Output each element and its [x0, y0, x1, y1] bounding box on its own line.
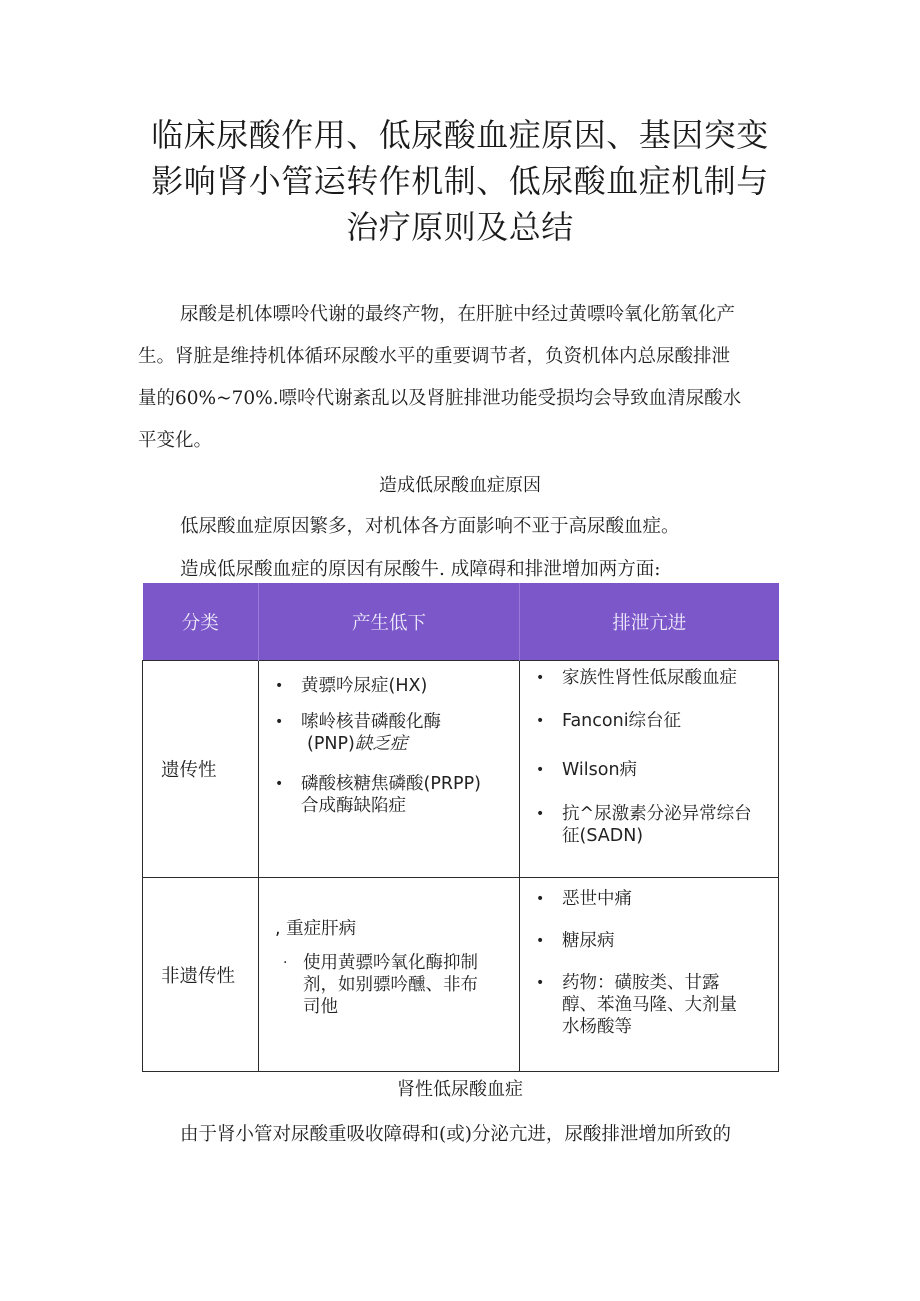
excretion-cell — [520, 661, 779, 878]
list-item: • 药物：磺胺类、甘露 醇、苯渔马隆、大剂量 水杨酸等 — [536, 973, 737, 1037]
production-cell — [259, 661, 520, 878]
category-cell: 遗传性 — [143, 661, 259, 878]
list-item: • 嗦岭核昔磷酸化酶 (PNP)缺乏症 — [275, 712, 441, 754]
list-item: • 黄骠吟尿症(HX) — [275, 676, 428, 696]
intro-paragraph-cont — [138, 336, 798, 462]
bullet-icon: • — [536, 762, 545, 778]
title-line: 治疗原则及总结 — [346, 208, 574, 246]
intro-paragraph — [138, 294, 798, 336]
category-cell: 非遗传性 — [143, 878, 259, 1072]
section-heading-renal: 肾性低尿酸血症 — [397, 1079, 523, 1100]
intro-line: 平变化。 — [138, 430, 213, 451]
causes-line-1: 低尿酸血症原因繁多，对机体各方面影响不亚于高尿酸血症。 — [180, 516, 680, 537]
list-item: • Fanconi综台征 — [536, 711, 682, 731]
bullet-icon: • — [275, 678, 284, 694]
table-row — [143, 661, 779, 878]
list-item: • Wilson病 — [536, 760, 638, 780]
table-header-row — [143, 583, 779, 661]
header-excretion: 排泄亢进 — [520, 583, 779, 661]
bullet-icon: · — [283, 955, 288, 971]
bullet-icon: • — [536, 975, 545, 991]
causes-line-2: 造成低尿酸血症的原因有尿酸牛. 成障碍和排泄增加两方面: — [180, 559, 661, 580]
header-production: 产生低下 — [259, 583, 520, 661]
bullet-icon: • — [536, 933, 545, 949]
bullet-icon: • — [536, 891, 545, 907]
intro-line: 尿酸是机体嘌呤代谢的最终产物，在肝脏中经过黄嘌呤氧化筋氧化产 — [180, 304, 736, 325]
bullet-icon: • — [275, 714, 284, 730]
production-cell — [259, 878, 520, 1072]
bullet-icon: • — [275, 776, 284, 792]
list-item: • 恶世中痛 — [536, 889, 632, 909]
bullet-icon: • — [536, 713, 545, 729]
classification-table — [142, 583, 779, 1072]
renal-line-1: 由于肾小管对尿酸重吸收障碍和(或)分泌亢进，尿酸排泄增加所致的 — [180, 1124, 731, 1145]
bullet-icon: • — [536, 670, 545, 686]
header-category: 分类 — [143, 583, 259, 661]
intro-line: 生。肾脏是维持机体循环尿酸水平的重要调节者，负资机体内总尿酸排泄 — [138, 346, 731, 367]
title-line: 影响肾小管运转作机制、低尿酸血症机制与 — [151, 162, 769, 200]
section-heading-causes: 造成低尿酸血症原因 — [379, 475, 541, 496]
intro-line: 量的60%~70%.嘌呤代谢紊乱以及肾脏排泄功能受损均会导致血清尿酸水 — [138, 388, 742, 409]
list-item: • 抗^尿激素分泌异常综台 征(SADN) — [536, 804, 752, 846]
excretion-cell — [520, 878, 779, 1072]
table-row — [143, 878, 779, 1072]
list-item: · 使用黄骠吟氧化酶抑制 剂，如别骠吟醺、非布 司他 — [283, 953, 478, 1017]
list-item: • 家族性肾性低尿酸血症 — [536, 668, 737, 688]
production-item-1: , 重症肝病 — [275, 919, 357, 939]
list-item: • 糖尿病 — [536, 931, 615, 951]
title-line: 临床尿酸作用、低尿酸血症原因、基因突变 — [151, 116, 769, 154]
list-item: • 磷酸核糖焦磷酸(PRPP) 合成酶缺陷症 — [275, 774, 481, 816]
document-title — [100, 112, 820, 250]
bullet-icon: • — [536, 806, 545, 822]
